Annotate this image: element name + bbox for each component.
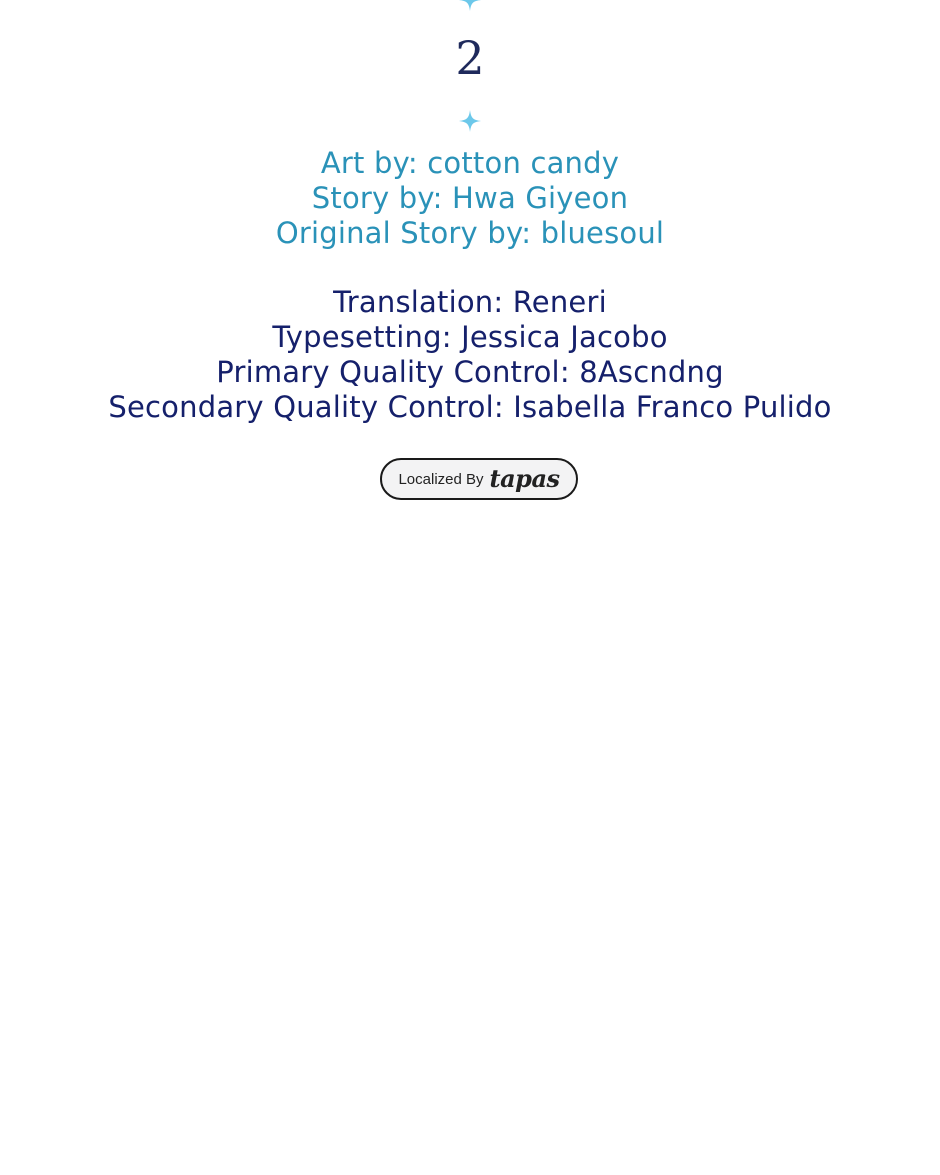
art-credit: Art by: cotton candy xyxy=(320,146,620,180)
translation-credit: Translation: Reneri xyxy=(333,285,607,319)
typesetting-credit: Typesetting: Jessica Jacobo xyxy=(272,320,668,354)
primary-qc-credit: Primary Quality Control: 8Ascndng xyxy=(216,355,724,389)
primary-credits xyxy=(0,146,940,251)
story-credit: Story by: Hwa Giyeon xyxy=(311,181,629,215)
chapter-number: 2 xyxy=(455,31,485,85)
badge-prefix: Localized By xyxy=(398,470,484,488)
team-credits xyxy=(0,285,940,425)
secondary-qc-credit: Secondary Quality Control: Isabella Franco Pulido xyxy=(108,390,832,424)
tapas-logo: tapas xyxy=(489,464,560,493)
star-top-icon xyxy=(459,0,481,11)
star-bottom-icon xyxy=(459,110,481,132)
original-story-credit: Original Story by: bluesoul xyxy=(275,216,665,250)
localized-by-badge xyxy=(380,458,578,500)
